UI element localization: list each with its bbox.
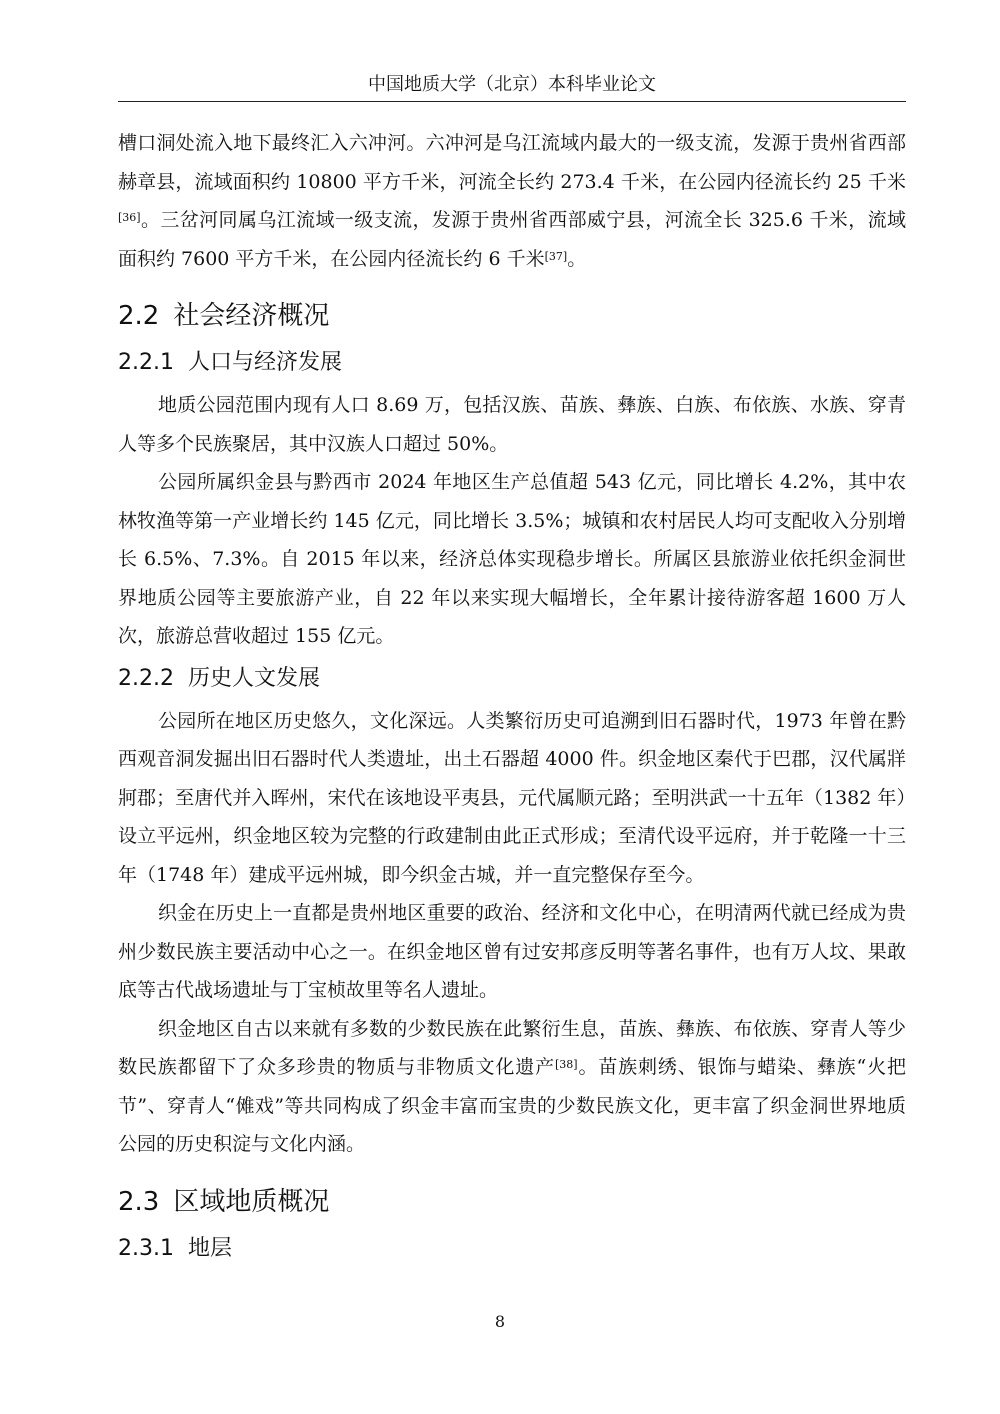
paragraph-political-center: 织金在历史上一直都是贵州地区重要的政治、经济和文化中心，在明清两代就已经成为贵州少数民族主要活动中心之一。在织金地区曾有过安邦彦反明等著名事件，也有万人坟、果敢底等古代战场遗址与丁宝桢故里等名人遗址。 [118, 902, 906, 1001]
section-heading-2-2 [118, 296, 906, 336]
section-title: 历史人文发展 [187, 665, 320, 691]
header-rule [118, 101, 906, 102]
section-number: 2.3 [118, 1186, 160, 1217]
section-heading-2-2-1 [118, 346, 906, 380]
paragraph-rivers [118, 124, 906, 278]
section-title: 人口与经济发展 [187, 350, 342, 375]
section-heading-2-3-1 [118, 1232, 906, 1266]
section-number: 2.2.1 [118, 350, 174, 375]
paragraph-text: 织金地区自古以来就有多数的少数民族在此繁衍生息，苗族、彝族、布依族、穿青人等少数民族都留下了众多珍贵的物质与非物质文化遗产 [118, 1017, 906, 1078]
section-number: 2.2.2 [118, 665, 174, 691]
section-heading-2-3 [118, 1182, 906, 1222]
citation: [36] [118, 211, 141, 224]
section-number: 2.3.1 [118, 1235, 174, 1261]
section-title: 区域地质概况 [173, 1186, 330, 1217]
running-header: 中国地质大学（北京）本科毕业论文 [368, 74, 656, 95]
page-number: 8 [494, 1312, 506, 1331]
section-title: 地层 [187, 1235, 232, 1261]
section-heading-2-2-2 [118, 662, 906, 696]
paragraph-population: 地质公园范围内现有人口 8.69 万，包括汉族、苗族、彝族、白族、布依族、水族、穿青人等多个民族聚居，其中汉族人口超过 50%。 [118, 394, 906, 455]
section-number: 2.2 [118, 301, 160, 331]
page-body [118, 124, 906, 1272]
citation: [38] [555, 1058, 578, 1071]
paragraph-history: 公园所在地区历史悠久，文化深远。人类繁衍历史可追溯到旧石器时代，1973 年曾在黔西观音洞发掘出旧石器时代人类遗址，出土石器超 4000 件。织金地区秦代于巴郡，汉代属牂牁郡；至唐代并入晖州，宋代在该地设平夷县，元代属顺元路；至明洪武一十五年（1382 年）设立平远州，织金地区较为完整的行政建制由此正式形成；至清代设平远府，并于乾隆一十三年（1748 年）建成平远州城，即今织金古城，并一直完整保存至今。 [118, 709, 906, 886]
paragraph-text: 。苗族刺绣、银饰与蜡染、彝族“火把节”、穿青人“傩戏”等共同构成了织金丰富而宝贵的少数民族文化，更丰富了织金洞世界地质公园的历史积淀与文化内涵。 [118, 1056, 906, 1155]
paragraph-text: 。三岔河同属乌江流域一级支流，发源于贵州省西部威宁县，河流全长 325.6 千米，流域面积约 7600 平方千米，在公园内径流长约 6 千米 [118, 209, 906, 270]
paragraph-text: 槽口洞处流入地下最终汇入六冲河。六冲河是乌江流域内最大的一级支流，发源于贵州省西部赫章县，流域面积约 10800 平方千米，河流全长约 273.4 千米，在公园内径流长约 25 千米 [118, 132, 906, 193]
paragraph-economy: 公园所属织金县与黔西市 2024 年地区生产总值超 543 亿元，同比增长 4.2%，其中农林牧渔等第一产业增长约 145 亿元，同比增长 3.5%；城镇和农村居民人均可支配收入分别增长 6.5%、7.3%。自 2015 年以来，经济总体实现稳步增长。所属区县旅游业依托织金洞世界地质公园等主要旅游产业，自 22 年以来实现大幅增长，全年累计接待游客超 1600 万人次，旅游总营收超过 155 亿元。 [118, 471, 906, 647]
citation: [37] [544, 249, 568, 263]
paragraph-text: 。 [567, 247, 587, 270]
paragraph-ethnic-culture [118, 1010, 906, 1164]
section-title: 社会经济概况 [173, 301, 330, 331]
